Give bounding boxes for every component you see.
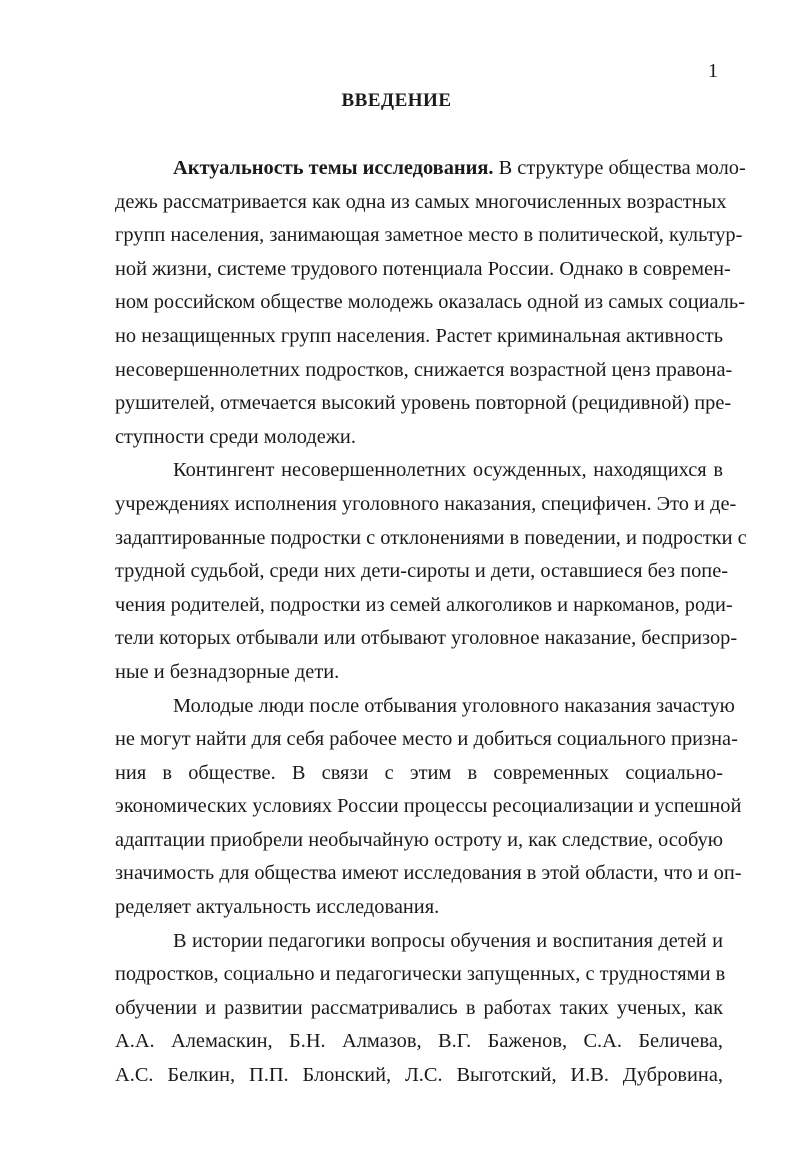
- paragraph-1-line: ном российском обществе молодежь оказалась одной из самых социаль-: [115, 291, 746, 314]
- paragraph-1-line: но незащищенных групп населения. Растет криминальная активность: [115, 324, 723, 347]
- paragraph-4-line: подростков, социально и педагогически запущенных, с трудностями в: [115, 963, 726, 986]
- paragraph-1-line: Актуальность темы исследования. В структуре общества моло-: [173, 157, 746, 179]
- paragraph-1-line: рушителей, отмечается высокий уровень повторной (рецидивной) пре-: [115, 392, 732, 415]
- paragraph-2-line: тели которых отбывали или отбывают уголовное наказание, беспризор-: [115, 627, 738, 650]
- paragraph-3-line: не могут найти для себя рабочее место и добиться социального призна-: [115, 728, 738, 751]
- paragraph-1-line: ной жизни, системе трудового потенциала России. Однако в современ-: [115, 257, 731, 280]
- paragraph-1-line: ступности среди молодежи.: [115, 425, 356, 448]
- paragraph-4-line: В истории педагогики вопросы обучения и воспитания детей и: [173, 929, 723, 952]
- paragraph-1-line: групп населения, занимающая заметное место в политической, культур-: [115, 224, 743, 247]
- paragraph-3-line: Молодые люди после отбывания уголовного наказания зачастую: [173, 694, 735, 717]
- paragraph-2-line: Контингент несовершеннолетних осужденных, находящихся в: [173, 459, 723, 482]
- paragraph-1-line: несовершеннолетних подростков, снижается возрастной ценз правона-: [115, 358, 733, 381]
- paragraph-3-line: ределяет актуальность исследования.: [115, 896, 440, 919]
- paragraph-4-line: А.А. Алемаскин, Б.Н. Алмазов, В.Г. Баженов, С.А. Беличева,: [115, 1030, 723, 1053]
- body-text: [115, 152, 747, 1093]
- paragraph-lead: Актуальность темы исследования.: [173, 157, 494, 179]
- paragraph-2-line: ные и безнадзорные дети.: [115, 660, 340, 683]
- paragraph-4-line: А.С. Белкин, П.П. Блонский, Л.С. Выготский, И.В. Дубровина,: [115, 1064, 723, 1087]
- paragraph-2-line: трудной судьбой, среди них дети-сироты и дети, оставшиеся без попе-: [115, 560, 729, 583]
- paragraph-1-line: дежь рассматривается как одна из самых многочисленных возрастных: [115, 190, 727, 213]
- page-number: 1: [708, 60, 718, 82]
- paragraph-4-line: обучении и развитии рассматривались в работах таких ученых, как: [115, 996, 723, 1019]
- paragraph-3-line: экономических условиях России процессы ресоциализации и успешной: [115, 795, 742, 818]
- paragraph-3-line: адаптации приобрели необычайную остроту и, как следствие, особую: [115, 828, 723, 851]
- paragraph-2-line: чения родителей, подростки из семей алкоголиков и наркоманов, роди-: [115, 593, 733, 616]
- paragraph-3-line: ния в обществе. В связи с этим в современных социально-: [115, 761, 723, 784]
- section-heading: ВВЕДЕНИЕ: [341, 90, 452, 111]
- paragraph-2-line: задаптированные подростки с отклонениями в поведении, и подростки с: [115, 526, 747, 549]
- paragraph-3-line: значимость для общества имеют исследования в этой области, что и оп-: [115, 862, 742, 885]
- paragraph-2-line: учреждениях исполнения уголовного наказания, специфичен. Это и де-: [115, 492, 737, 515]
